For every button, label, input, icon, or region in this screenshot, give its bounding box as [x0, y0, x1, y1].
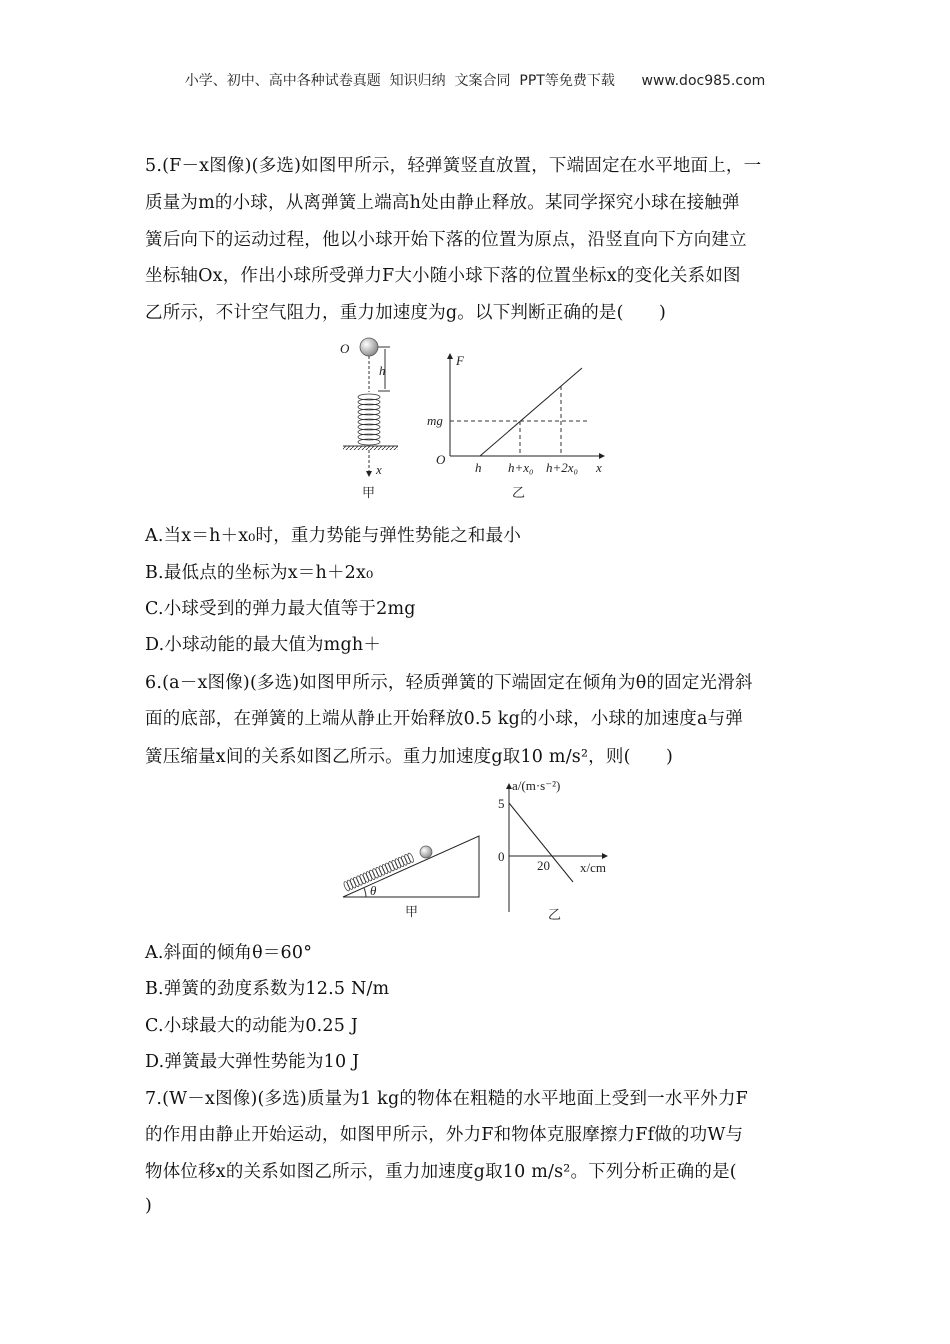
y-axis-label: a/(m·s⁻²) — [512, 778, 561, 793]
q6-option-b: B.弹簧的劲度系数为12.5 N/m — [145, 979, 390, 999]
page-header: 小学、初中、高中各种试卷真题 知识归纳 文案合同 PPT等免费下载 www.doc985.com — [184, 73, 766, 89]
mg-label: mg — [427, 413, 443, 428]
q5-option-d: D.小球动能的最大值为mgh＋ — [145, 635, 382, 655]
x-tick: h+x₀ — [508, 460, 534, 475]
q5-line: 簧后向下的运动过程，他以小球开始下落的位置为原点，沿竖直向下方向建立 — [145, 230, 747, 250]
incline — [343, 836, 479, 897]
q6-option-a: A.斜面的倾角θ＝60° — [145, 943, 313, 963]
x-tick: h — [475, 460, 482, 475]
caption-yi: 乙 — [512, 485, 526, 500]
q6-acceleration-graph — [498, 778, 607, 922]
force-line — [480, 368, 582, 456]
caption-jia: 甲 — [405, 904, 419, 919]
q7-line: 物体位移x的关系如图乙所示，重力加速度g取10 m/s²。下列分析正确的是( — [145, 1162, 737, 1182]
x-tick: 20 — [537, 858, 550, 873]
q5-option-b: B.最低点的坐标为x＝h＋2x₀ — [145, 563, 374, 583]
q7-line: ) — [145, 1196, 153, 1216]
q5-line: 5.(F－x图像)(多选)如图甲所示，轻弹簧竖直放置，下端固定在水平地面上，一 — [145, 156, 762, 176]
origin-label: O — [340, 341, 350, 356]
q6-option-c: C.小球最大的动能为0.25 J — [145, 1016, 359, 1036]
spring — [358, 394, 380, 445]
x-label: x — [376, 462, 382, 477]
q6-incline-figure — [343, 836, 479, 919]
q6-line: 面的底部，在弹簧的上端从静止开始释放0.5 kg的小球，小球的加速度a与弹 — [145, 709, 744, 729]
q6-option-d: D.弹簧最大弹性势能为10 J — [145, 1052, 360, 1072]
q7-line: 的作用由静止开始运动，如图甲所示，外力F和物体克服摩擦力Ff做的功W与 — [145, 1125, 744, 1145]
spring — [343, 852, 415, 891]
origin-label: O — [436, 452, 446, 467]
ball — [420, 846, 432, 858]
q5-line: 质量为m的小球，从离弹簧上端高h处由静止释放。某同学探究小球在接触弹 — [145, 193, 740, 213]
caption-jia: 甲 — [362, 485, 376, 500]
height-label: h — [379, 363, 386, 378]
q7-line: 7.(W－x图像)(多选)质量为1 kg的物体在粗糙的水平地面上受到一水平外力F — [145, 1089, 749, 1109]
q6-line: 6.(a－x图像)(多选)如图甲所示，轻质弹簧的下端固定在倾角为θ的固定光滑斜 — [145, 673, 753, 693]
theta-label: θ — [370, 883, 377, 898]
q6-line: 簧压缩量x间的关系如图乙所示。重力加速度g取10 m/s²，则( ) — [145, 747, 674, 767]
y-axis-label: F — [456, 353, 464, 368]
origin-label: 0 — [498, 849, 505, 864]
q5-line: 乙所示，不计空气阻力，重力加速度为g。以下判断正确的是( ) — [145, 303, 667, 323]
ball — [360, 338, 378, 356]
q5-force-graph — [427, 353, 604, 500]
q5-option-a: A.当x＝h＋x₀时，重力势能与弹性势能之和最小 — [145, 526, 522, 546]
x-axis-label: x — [596, 460, 602, 475]
y-tick: 5 — [498, 796, 505, 811]
caption-yi: 乙 — [548, 907, 562, 922]
x-axis-label: x/cm — [580, 860, 606, 875]
q5-spring-figure — [340, 338, 398, 500]
spring-coil — [407, 852, 415, 863]
q5-option-c: C.小球受到的弹力最大值等于2mg — [145, 599, 416, 619]
q5-line: 坐标轴Ox，作出小球所受弹力F大小随小球下落的位置坐标x的变化关系如图 — [145, 266, 741, 286]
x-tick: h+2x₀ — [546, 460, 579, 475]
